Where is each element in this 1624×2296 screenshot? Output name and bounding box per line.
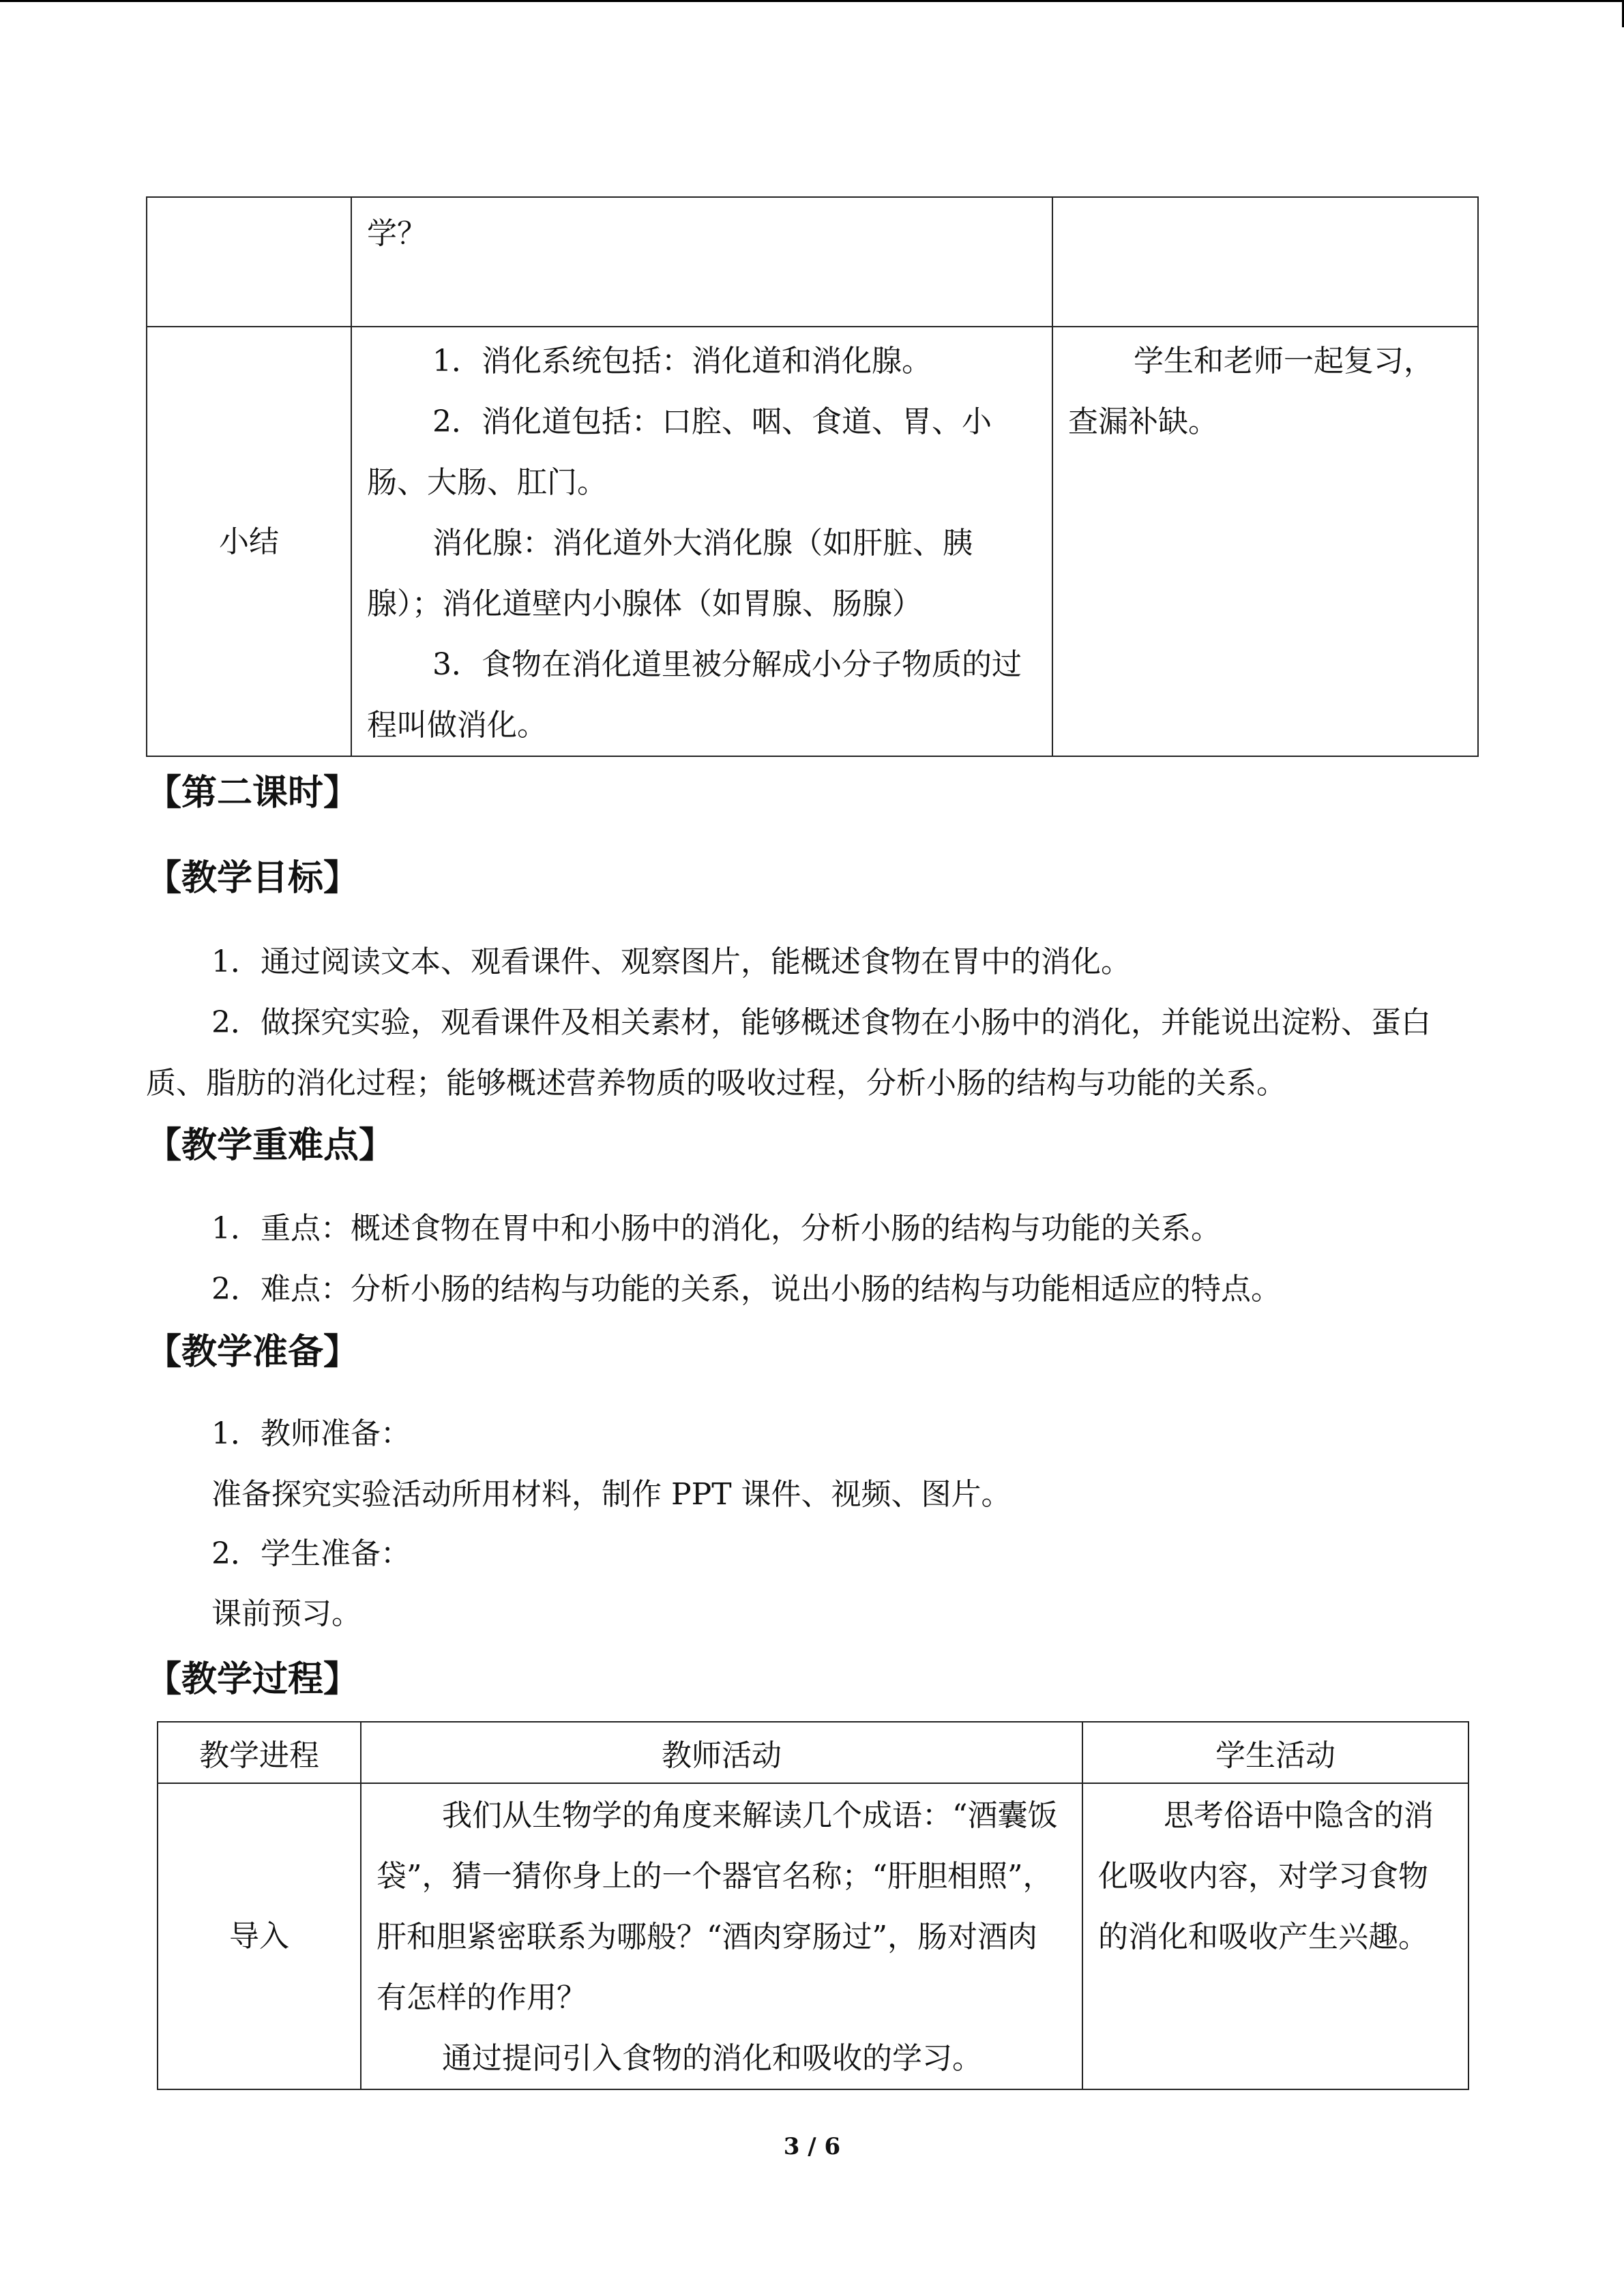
row-label-summary: 小结 [147,327,351,756]
cell-text: 学？ [367,216,427,251]
table-row [147,327,1478,756]
table-row [147,197,1478,327]
keypoint-item: 2．难点：分析小肠的结构与功能的关系，说出小肠的结构与功能相适应的特点。 [211,1272,1281,1307]
page-number: 3 / 6 [783,2133,841,2160]
section-title-objectives: 【教学目标】 [146,858,359,899]
section-title-prep: 【教学准备】 [146,1332,359,1373]
cell-text: 思考俗语中隐含的消化吸收内容，对学习食物的消化和吸收产生兴趣。 [1098,1798,1434,1954]
process-table [157,1721,1469,2090]
column-header: 学生活动 [1082,1722,1468,1783]
section-title-keypoints: 【教学重难点】 [146,1125,395,1166]
cell-text: 消化腺：消化道外大消化腺（如肝脏、胰腺）；消化道壁内小腺体（如胃腺、肠腺） [367,526,973,621]
prep-item: 课前预习。 [211,1596,361,1631]
section-title-process: 【教学过程】 [146,1659,359,1700]
row-label-intro: 导入 [158,1783,361,2089]
cell-text: 学生和老师一起复习，查漏补缺。 [1068,344,1434,439]
section-title-lesson2: 【第二课时】 [146,773,359,814]
table-row [158,1783,1468,2089]
column-header: 教师活动 [361,1722,1082,1783]
page-top-border [0,0,1624,2]
cell-text: 3．食物在消化道里被分解成小分子物质的过程叫做消化。 [367,647,1022,743]
table-cell [1082,1783,1468,2089]
table-cell [1052,327,1478,756]
cell-text: 2．消化道包括：口腔、咽、食道、胃、小肠、大肠、肛门。 [367,404,992,500]
prep-item: 2．学生准备： [211,1536,411,1571]
objective-item: 1．通过阅读文本、观看课件、观察图片，能概述食物在胃中的消化。 [211,944,1131,979]
table-header-row [158,1722,1468,1783]
cell-text: 1．消化系统包括：消化道和消化腺。 [432,344,932,378]
table-cell [1052,197,1478,327]
cell-text: 我们从生物学的角度来解读几个成语：“酒囊饭袋”，猜一猜你身上的一个器官名称；“肝胆相照”，肝和胆紧密联系为哪般？“酒肉穿肠过”，肠对酒肉有怎样的作用？ [377,1798,1058,2015]
cell-text: 通过提问引入食物的消化和吸收的学习。 [442,2041,982,2076]
table-cell [361,1783,1082,2089]
objective-item: 2．做探究实验，观看课件及相关素材，能够概述食物在小肠中的消化，并能说出淀粉、蛋白质、脂肪的消化过程；能够概述营养物质的吸收过程，分析小肠的结构与功能的关系。 [146,1005,1431,1101]
prep-item: 1．教师准备： [211,1416,411,1451]
table-cell [351,327,1052,756]
summary-table [146,196,1479,757]
prep-item: 准备探究实验活动所用材料，制作 PPT 课件、视频、图片。 [211,1477,1012,1512]
table-cell [147,197,351,327]
keypoint-item: 1．重点：概述食物在胃中和小肠中的消化，分析小肠的结构与功能的关系。 [211,1211,1221,1246]
column-header: 教学进程 [158,1722,361,1783]
table-cell [351,197,1052,327]
